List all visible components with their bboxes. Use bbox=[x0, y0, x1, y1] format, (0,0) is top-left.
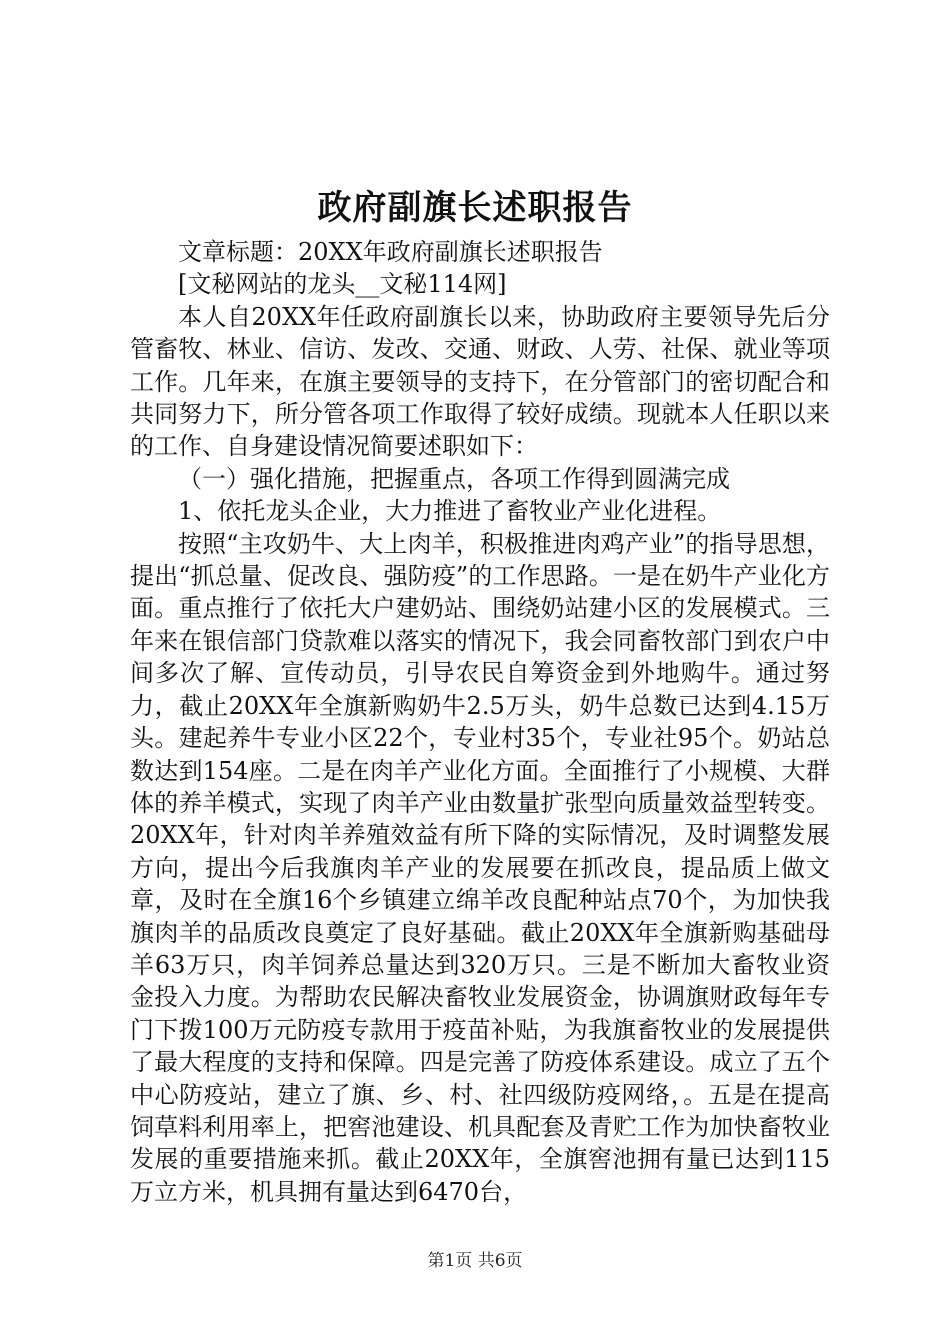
body-paragraph: 按照“主攻奶牛、大上肉羊，积极推进肉鸡产业”的指导思想，提出“抓总量、促改良、强防疫”的工作思路。一是在奶牛产业化方面。重点推行了依托大户建奶站、围绕奶站建小区的发展模式。三年来在银信部门贷款难以落实的情况下，我会同畜牧部门到农户中间多次了解、宣传动员，引导农民自筹资金到外地购牛。通过努力，截止20XX年全旗新购奶牛2.5万头，奶牛总数已达到4.15万头。建起养牛专业小区22个，专业村35个，专业社95个。奶站总数达到154座。二是在肉羊产业化方面。全面推行了小规模、大群体的养羊模式，实现了肉羊产业由数量扩张型向质量效益型转变。20XX年，针对肉羊养殖效益有所下降的实际情况，及时调整发展方向，提出今后我旗肉羊产业的发展要在抓改良，提品质上做文章，及时在全旗16个乡镇建立绵羊改良配种站点70个，为加快我旗肉羊的品质改良奠定了良好基础。截止20XX年全旗新购基础母羊63万只，肉羊饲养总量达到320万只。三是不断加大畜牧业资金投入力度。为帮助农民解决畜牧业发展资金，协调旗财政每年专门下拨100万元防疫专款用于疫苗补贴，为我旗畜牧业的发展提供了最大程度的支持和保障。四是完善了防疫体系建设。成立了五个中心防疫站，建立了旗、乡、村、社四级防疫网络，。五是在提高饲草料利用率上，把窖池建设、机具配套及青贮工作为加快畜牧业发展的重要措施来抓。截止20XX年，全旗窖池拥有量已达到115万立方米，机具拥有量达到6470台， bbox=[130, 529, 830, 1206]
article-title-line: 文章标题：20XX年政府副旗长述职报告 bbox=[178, 238, 603, 266]
document-body bbox=[130, 236, 830, 1208]
document-title: 政府副旗长述职报告 bbox=[317, 188, 633, 228]
intro-paragraph: 本人自20XX年任政府副旗长以来，协助政府主要领导先后分管畜牧、林业、信访、发改、交通、财政、人劳、社保、就业等项工作。几年来，在旗主要领导的支持下，在分管部门的密切配合和共同努力下，所分管各项工作取得了较好成绩。现就本人任职以来的工作、自身建设情况简要述职如下： bbox=[130, 302, 830, 461]
page-number-footer: 第1页 共6页 bbox=[427, 1251, 523, 1271]
section-heading: （一）强化措施，把握重点，各项工作得到圆满完成 bbox=[178, 464, 730, 493]
source-line: [文秘网站的龙头__文秘114网] bbox=[178, 270, 507, 299]
subsection-heading: 1、依托龙头企业，大力推进了畜牧业产业化进程。 bbox=[178, 497, 722, 526]
